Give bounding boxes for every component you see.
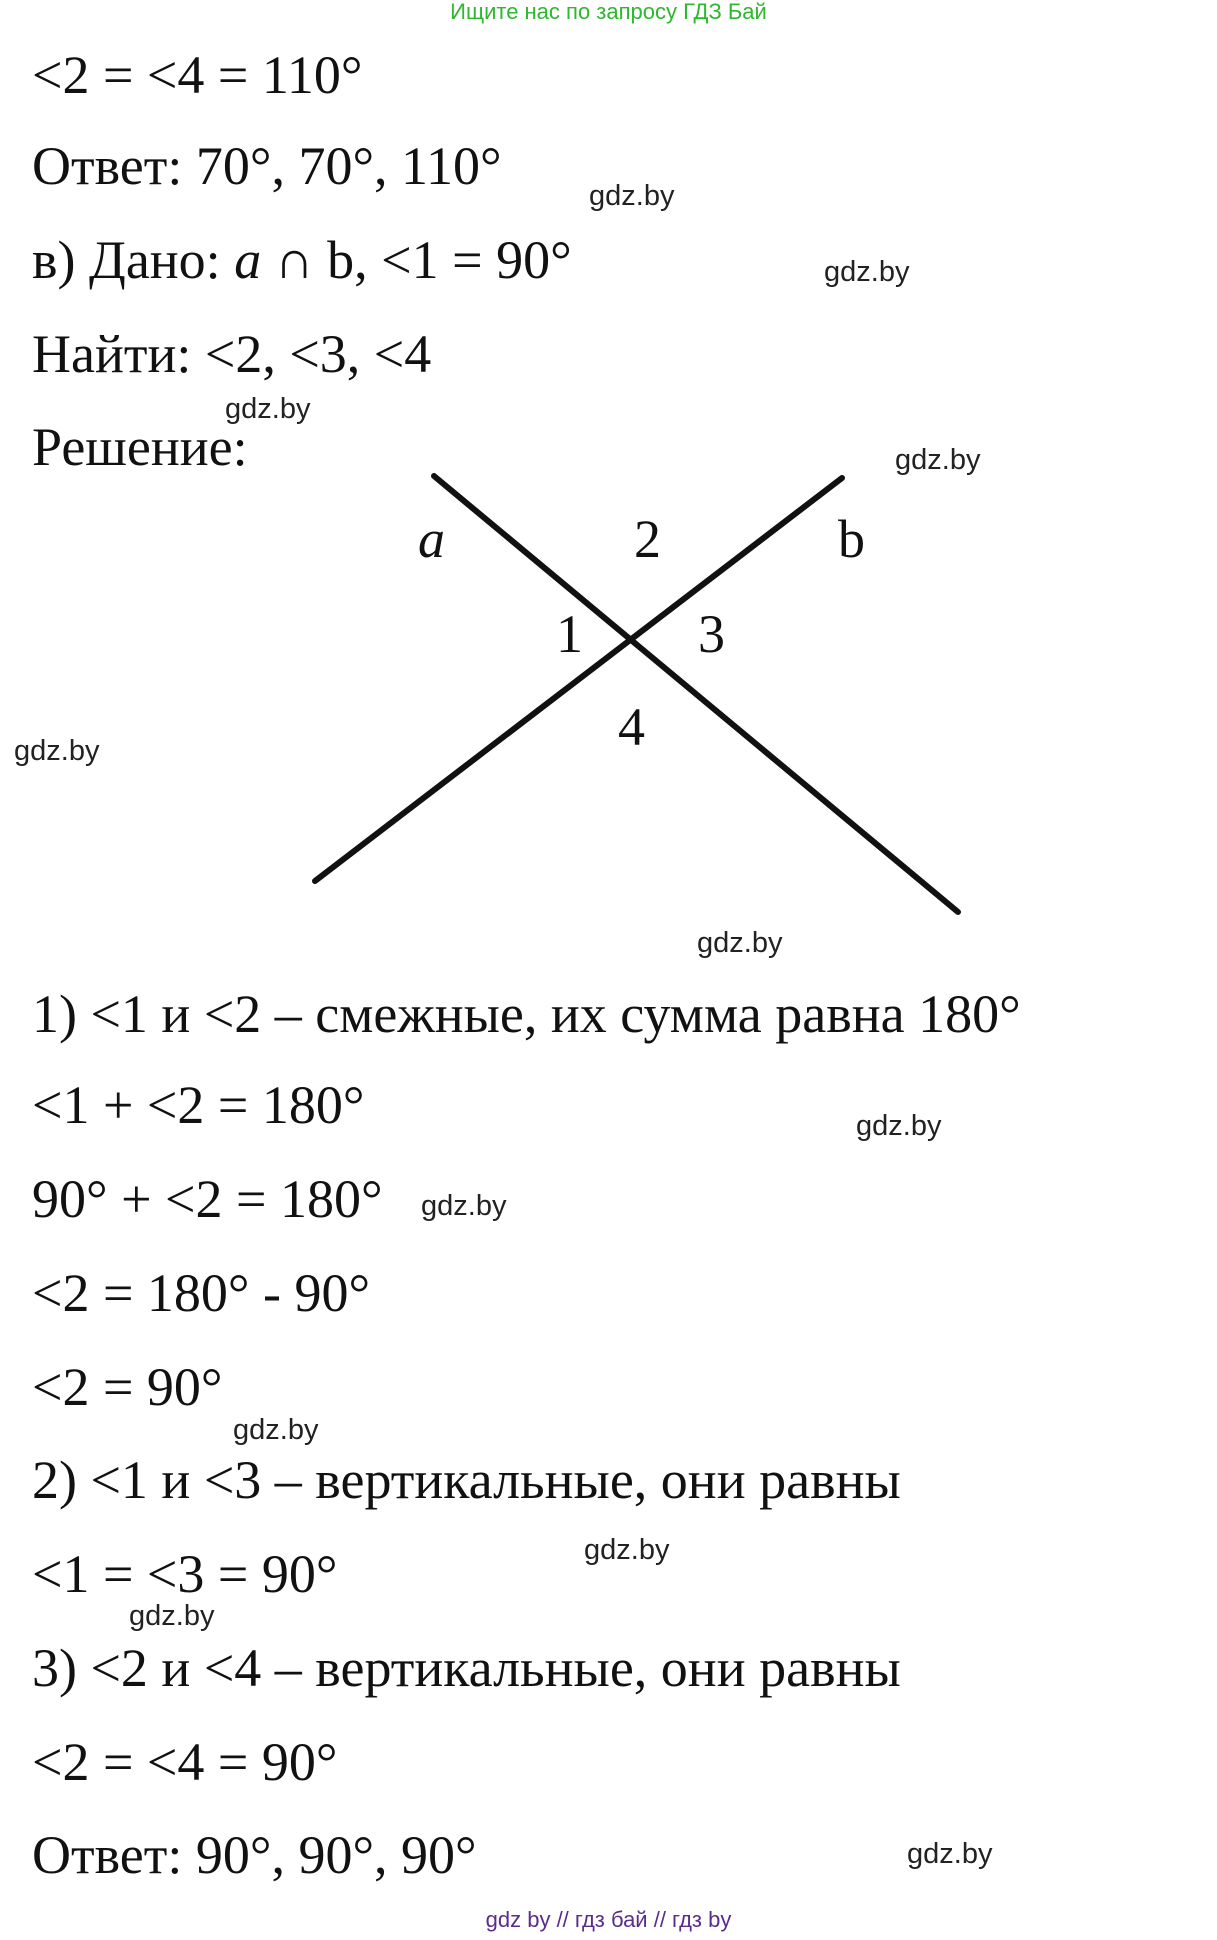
text-line-step-3: 3) <2 и <4 – вертикальные, они равны — [32, 1638, 901, 1698]
text-line-find: Найти: <2, <3, <4 — [32, 324, 432, 384]
text-line-step-2: 2) <1 и <3 – вертикальные, они равны — [32, 1450, 901, 1510]
line-a — [434, 476, 958, 912]
watermark: gdz.by — [225, 393, 311, 425]
given-prefix: в) Дано: — [32, 230, 235, 290]
bottom-banner: gdz by // гдз бай // гдз by — [485, 1907, 732, 1932]
given-suffix: ∩ b, <1 = 90° — [261, 230, 572, 290]
watermark: gdz.by — [584, 1534, 670, 1566]
watermark: gdz.by — [129, 1600, 215, 1632]
watermark: gdz.by — [895, 444, 981, 476]
text-line-solution: Решение: — [32, 417, 248, 477]
angle-4-label: 4 — [618, 697, 645, 757]
text-line-equation-3: <2 = 180° - 90° — [32, 1263, 371, 1323]
top-banner: Ищите нас по запросу ГДЗ Бай — [450, 0, 767, 24]
watermark: gdz.by — [697, 927, 783, 959]
text-line-equation-1: <1 + <2 = 180° — [32, 1075, 365, 1135]
text-line-step-1: 1) <1 и <2 – смежные, их сумма равна 180° — [32, 984, 1021, 1044]
text-line-1: <2 = <4 = 110° — [32, 45, 363, 105]
watermark: gdz.by — [907, 1838, 993, 1870]
text-line-answer-c: Ответ: 90°, 90°, 90° — [32, 1825, 477, 1885]
text-line-equation-4: <2 = 90° — [32, 1357, 223, 1417]
line-a-label: a — [418, 509, 445, 569]
angle-1-label: 1 — [556, 604, 583, 664]
text-line-equation-5: <1 = <3 = 90° — [32, 1544, 338, 1604]
watermark: gdz.by — [856, 1110, 942, 1142]
watermark: gdz.by — [824, 256, 910, 288]
text-line-equation-6: <2 = <4 = 90° — [32, 1732, 338, 1792]
text-line-answer-b: Ответ: 70°, 70°, 110° — [32, 136, 502, 196]
watermark: gdz.by — [14, 735, 100, 767]
text-line-equation-2: 90° + <2 = 180° — [32, 1169, 383, 1229]
line-b-label: b — [838, 509, 865, 569]
text-line-given — [32, 230, 572, 290]
watermark: gdz.by — [421, 1190, 507, 1222]
angle-2-label: 2 — [634, 509, 661, 569]
given-line-a: a — [234, 230, 262, 290]
watermark: gdz.by — [589, 180, 675, 212]
angle-3-label: 3 — [698, 604, 725, 664]
watermark: gdz.by — [233, 1414, 319, 1446]
line-b — [315, 478, 842, 881]
intersecting-lines-figure — [0, 440, 1217, 960]
